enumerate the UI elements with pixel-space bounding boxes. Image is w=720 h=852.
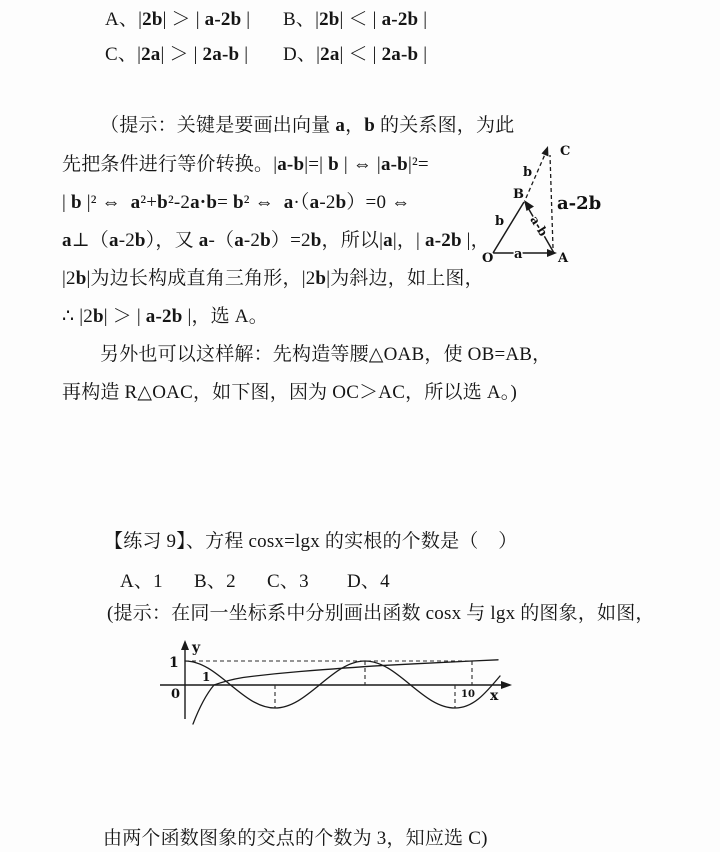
p9-option-b: B、2 [194,571,236,592]
vector-label-a-minus-b: a-b [527,213,551,239]
tick-10-x: 10 [461,689,475,700]
p8-option-c: C、|2a| ＞ | 2a-b | [105,44,249,65]
p8-option-b: B、|2b| ＜ | a-2b | [283,9,428,30]
y-axis-arrowhead [181,640,189,650]
p9-option-a: A、1 [120,571,163,592]
tick-1-x: 1 [202,670,211,684]
vector-label-a-minus-2b: a-2b [557,193,602,214]
vector-label-b-top: b [523,165,533,180]
p8-alt-line-2: 再构造 R△OAC，如下图，因为 OC＞AC，所以选 A。) [62,382,517,403]
vertex-label-o: O [482,251,494,266]
p8-option-a: A、|2b| ＞ | a-2b | [105,9,251,30]
p9-option-c: C、3 [267,571,309,592]
vector-label-a: a [514,247,523,262]
y-axis-label: y [192,640,201,656]
p9-conclusion: 由两个函数图象的交点的个数为 3，知应选 C) [103,828,488,849]
tick-1-y: 1 [169,655,179,671]
vertex-label-a: A [558,251,569,266]
vertex-label-b: B [513,187,524,202]
vector-label-b-side: b [495,214,505,229]
p9-hint: (提示：在同一坐标系中分别画出函数 cosx 与 lgx 的图象，如图， [107,603,655,624]
p8-hint-line-5: |2b|为边长构成直角三角形，|2b|为斜边，如上图， [62,268,484,289]
origin-label: 0 [171,687,181,702]
x-axis-arrowhead [501,681,512,689]
vertex-label-c: C [560,144,571,159]
x-axis-label: x [490,688,499,704]
p8-hint-line-3: | b |² ⇔ a²+b²-2a·b= b² ⇔ a·（a-2b）=0 ⇔ [62,192,411,213]
p9-title: 【练习 9】、方程 cosx=lgx 的实根的个数是（ ） [104,531,518,552]
p8-option-d: D、|2a| ＜ | 2a-b | [283,44,428,65]
p9-option-d: D、4 [347,571,390,592]
arrowhead-b [524,200,534,211]
vector-ac-dashed-line [550,155,553,248]
p8-hint-line-6: ∴ |2b| ＞ | a-2b |，选 A。 [62,306,268,327]
p8-hint-line-2: 先把条件进行等价转换。|a-b|=| b | ⇔ |a-b|²= [62,154,429,175]
p8-alt-line-1: 另外也可以这样解：先构造等腰△OAB，使 OB=AB， [100,344,552,365]
vector-triangle-figure [478,132,628,270]
p8-hint-line-4: a⊥（a-2b），又 a-（a-2b）=2b，所以|a|，| a-2b |， [62,230,490,251]
p8-hint-line-1: （提示：关键是要画出向量 a，b 的关系图，为此 [100,115,515,136]
cosx-lgx-graph-figure [152,636,524,754]
arrowhead-c [542,146,549,157]
